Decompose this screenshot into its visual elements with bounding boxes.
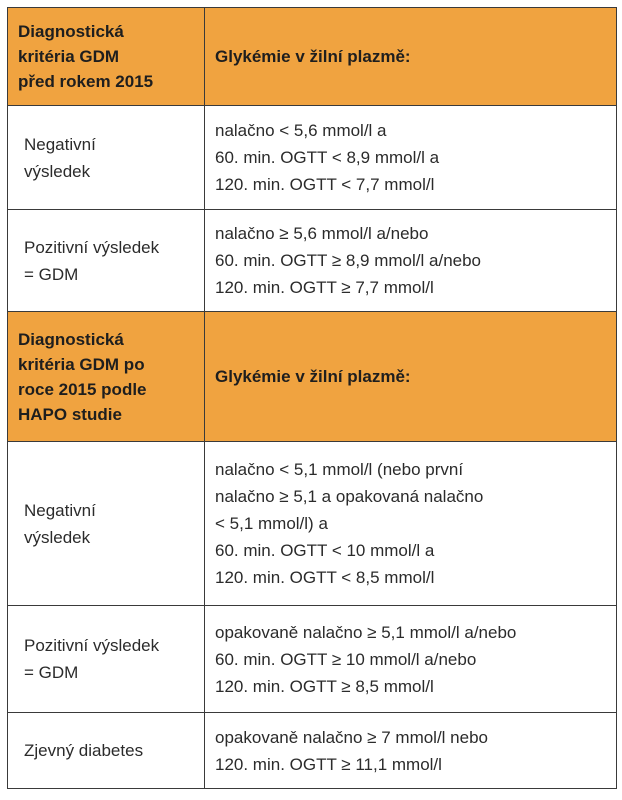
row-value-line: opakovaně nalačno ≥ 7 mmol/l nebo <box>215 727 489 747</box>
row-label-cell <box>8 210 205 312</box>
row-value-line: 120. min. OGTT < 7,7 mmol/l <box>215 175 435 194</box>
table-row-overt-diabetes <box>8 713 617 789</box>
row-label-cell <box>8 606 205 713</box>
header-value-text: Glykémie v žilní plazmě: <box>215 367 411 386</box>
row-value-line: nalačno < 5,6 mmol/l a <box>215 121 387 140</box>
row-value-cell <box>205 106 617 210</box>
row-label-line: Negativní <box>24 134 96 154</box>
row-value-line: nalačno < 5,1 mmol/l (nebo první <box>215 460 464 479</box>
row-value-line: < 5,1 mmol/l) a <box>215 514 328 533</box>
section-header-after-2015 <box>8 312 617 442</box>
row-value-line: opakovaně nalačno ≥ 5,1 mmol/l a/nebo <box>215 622 517 642</box>
row-value-line: 120. min. OGTT ≥ 7,7 mmol/l <box>215 278 434 297</box>
row-label-line: výsledek <box>24 527 91 547</box>
row-value-line: 60. min. OGTT < 10 mmol/l a <box>215 541 435 560</box>
row-label-cell <box>8 713 205 789</box>
row-value-cell <box>205 442 617 606</box>
row-label-cell <box>8 442 205 606</box>
header-label-line: HAPO studie <box>18 404 122 424</box>
row-value-line: 120. min. OGTT ≥ 8,5 mmol/l <box>215 676 434 696</box>
row-label-line: Pozitivní výsledek <box>24 636 160 655</box>
header-label-line: kritéria GDM po <box>18 354 145 374</box>
header-label-line: roce 2015 podle <box>18 379 147 399</box>
row-label-line: výsledek <box>24 161 91 181</box>
header-label-line: kritéria GDM <box>18 47 120 66</box>
header-label-cell <box>8 312 205 442</box>
table-row-positive-after-2015 <box>8 606 617 713</box>
row-value-line: nalačno ≥ 5,1 a opakovaná nalačno <box>215 487 484 506</box>
row-value-line: 120. min. OGTT < 8,5 mmol/l <box>215 568 435 587</box>
row-value-line: 60. min. OGTT ≥ 10 mmol/l a/nebo <box>215 649 477 669</box>
section-header-before-2015 <box>8 8 617 106</box>
row-label-cell <box>8 106 205 210</box>
table-row-positive-before-2015 <box>8 210 617 312</box>
row-value-cell <box>205 606 617 713</box>
row-value-line: 120. min. OGTT ≥ 11,1 mmol/l <box>215 754 442 774</box>
row-label-line: = GDM <box>24 264 79 284</box>
row-value-line: 60. min. OGTT < 8,9 mmol/l a <box>215 148 440 167</box>
row-label-line: Pozitivní výsledek <box>24 237 160 257</box>
row-label-line: Zjevný diabetes <box>24 741 144 760</box>
header-label-cell <box>8 8 205 106</box>
header-label-line: Diagnostická <box>18 22 124 41</box>
header-label-line: Diagnostická <box>18 329 124 349</box>
gdm-criteria-table-wrapper <box>7 7 616 789</box>
row-value-cell <box>205 713 617 789</box>
row-label-line: = GDM <box>24 663 79 682</box>
table-row-negative-before-2015 <box>8 106 617 210</box>
row-value-line: 60. min. OGTT ≥ 8,9 mmol/l a/nebo <box>215 251 482 270</box>
header-label-line: před rokem 2015 <box>18 72 154 91</box>
row-value-cell <box>205 210 617 312</box>
header-value-cell <box>205 312 617 442</box>
header-value-cell <box>205 8 617 106</box>
row-value-line: nalačno ≥ 5,6 mmol/l a/nebo <box>215 224 429 243</box>
header-value-text: Glykémie v žilní plazmě: <box>215 47 411 66</box>
table-row-negative-after-2015 <box>8 442 617 606</box>
row-label-line: Negativní <box>24 500 96 520</box>
gdm-criteria-table <box>7 7 617 789</box>
